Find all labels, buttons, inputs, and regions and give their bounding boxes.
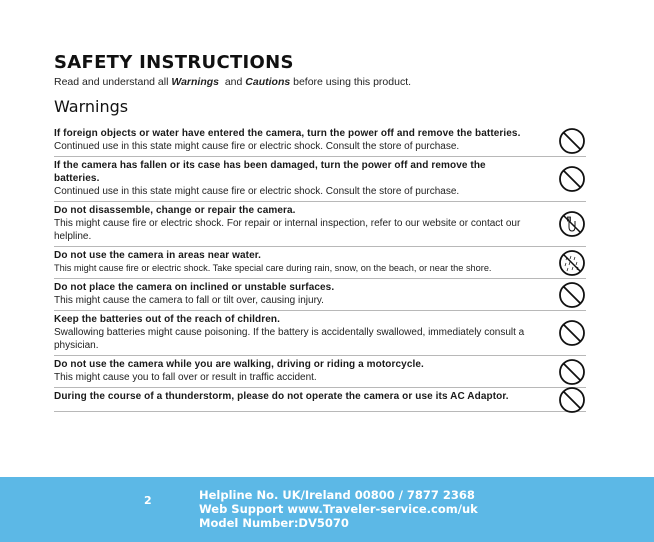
warning-description: Swallowing batteries might cause poisoning. If the battery is accidentally swallowed, immediately consult a physician. xyxy=(54,327,525,351)
warning-description: This might cause the camera to fall or tilt over, causing injury. xyxy=(54,295,324,306)
page-number: 2 xyxy=(144,494,152,507)
warning-item xyxy=(54,247,586,279)
warning-item xyxy=(54,125,586,157)
prohibited-icon xyxy=(558,386,586,414)
warning-title: Do not disassemble, change or repair the camera. xyxy=(54,205,296,216)
warning-item xyxy=(54,202,586,247)
intro-cautions-word: Cautions xyxy=(245,76,291,88)
warning-item xyxy=(54,157,586,202)
prohibited-icon xyxy=(558,319,586,347)
section-heading: Warnings xyxy=(54,97,129,116)
warning-title: Keep the batteries out of the reach of children. xyxy=(54,314,280,325)
intro-after: before using this product. xyxy=(290,76,412,88)
prohibited-icon xyxy=(558,127,586,155)
warning-description: Continued use in this state might cause fire or electric shock. Consult the store of purchase. xyxy=(54,186,460,197)
warning-description: This might cause fire or electric shock. For repair or internal inspection, refer to our website or contact our helpline. xyxy=(54,218,521,242)
warning-item xyxy=(54,279,586,311)
footer-contact-info xyxy=(199,488,478,530)
helpline-text: Helpline No. UK/Ireland 00800 / 7877 2368 xyxy=(199,488,475,502)
prohibited-icon xyxy=(558,165,586,193)
intro-middle: and xyxy=(219,76,246,88)
intro-before: Read and understand all xyxy=(54,76,172,88)
warning-title: If foreign objects or water have entered the camera, turn the power off and remove the batteries. xyxy=(54,128,521,139)
no-water-icon xyxy=(558,249,586,277)
warnings-list xyxy=(54,125,586,412)
warning-description: This might cause fire or electric shock. Take special care during rain, snow, on the beach, or near the shore. xyxy=(54,263,492,273)
warning-title: Do not use the camera while you are walking, driving or riding a motorcycle. xyxy=(54,359,424,370)
warning-title: If the camera has fallen or its case has been damaged, turn the power off and remove the batteries. xyxy=(54,160,486,184)
warning-title: During the course of a thunderstorm, please do not operate the camera or use its AC Adaptor. xyxy=(54,391,509,402)
no-disassembly-icon xyxy=(558,210,586,238)
prohibited-icon xyxy=(558,281,586,309)
intro-warnings-word: Warnings xyxy=(171,76,219,88)
web-support-text: Web Support www.Traveler-service.com/uk xyxy=(199,502,478,516)
warning-description: This might cause you to fall over or result in traffic accident. xyxy=(54,372,317,383)
warning-item xyxy=(54,388,586,412)
warning-item xyxy=(54,311,586,356)
warning-title: Do not place the camera on inclined or unstable surfaces. xyxy=(54,282,335,293)
prohibited-icon xyxy=(558,358,586,386)
footer-bar xyxy=(0,477,654,542)
warning-item xyxy=(54,356,586,388)
page-title: SAFETY INSTRUCTIONS xyxy=(54,52,294,73)
warning-description: Continued use in this state might cause fire or electric shock. Consult the store of purchase. xyxy=(54,141,460,152)
intro-text xyxy=(54,76,411,88)
warning-title: Do not use the camera in areas near water. xyxy=(54,250,262,261)
model-number-text: Model Number:DV5070 xyxy=(199,516,349,530)
